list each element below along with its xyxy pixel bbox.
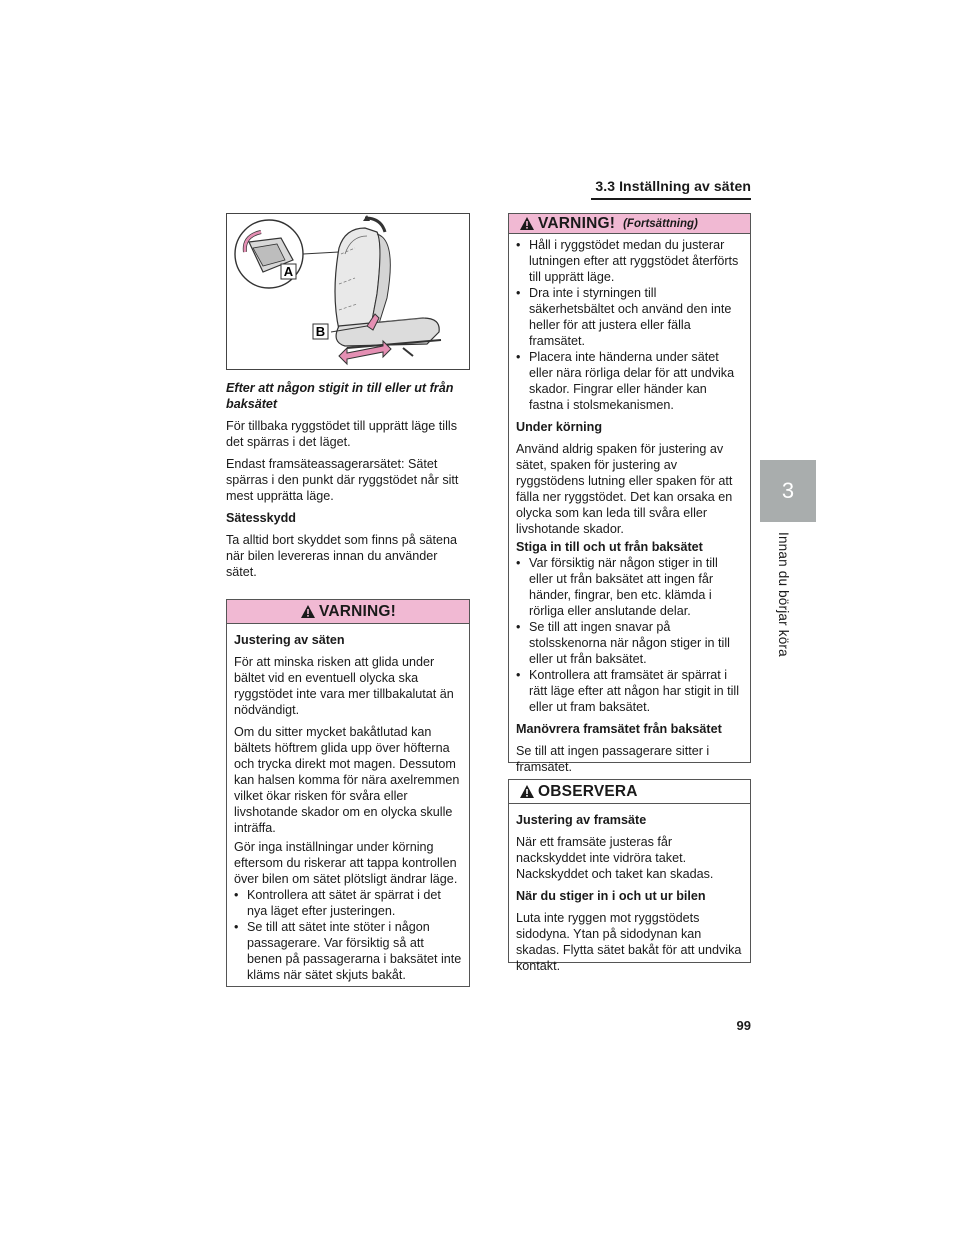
warning-icon <box>300 604 316 619</box>
continued-label: (Fortsättning) <box>623 217 698 230</box>
warning-header <box>509 214 750 234</box>
chapter-tab <box>760 460 816 522</box>
paragraph: För att minska risken att glida under bältet vid en eventuell olycka ska ryggstödet inte vara mer tillbakalutat än nödvändigt. <box>234 655 454 717</box>
header-rule <box>591 198 751 200</box>
subheading: När du stiger in i och ut ur bilen <box>516 889 706 903</box>
figure-label-a: A <box>283 264 294 279</box>
paragraph: Endast framsäteassagerarsätet: Sätet spärras i den punkt där ryggstödet når sitt mest upprätta läge. <box>226 457 459 503</box>
chapter-number: 3 <box>781 478 795 503</box>
chapter-title-vertical <box>776 532 800 672</box>
seat-drawing <box>227 214 469 369</box>
caution-icon <box>519 784 535 799</box>
figure-label-b: B <box>315 324 326 339</box>
bullet-list <box>516 237 743 413</box>
paragraph: När ett framsäte justeras får nackskyddet inte vidröra taket. Nackskyddet och taket kan skadas. <box>516 835 714 881</box>
subheading: Under körning <box>516 420 603 434</box>
list-item: • Dra inte i styrningen till säkerhetsbältet och använd den inte heller för att justera eller fälla framsätet. <box>516 285 743 349</box>
seat-illustration <box>226 213 470 370</box>
paragraph: Luta inte ryggen mot ryggstödets sidodyna. Ytan på sidodynan kan skadas. Flytta sätet bakåt för att undvika kontakt. <box>516 911 742 973</box>
list-item: • Placera inte händerna under sätet eller nära rörliga delar för att undvika skador. Fingrar eller händer kan fastna i stolsmekanismen. <box>516 349 743 413</box>
list-item: • Kontrollera att sätet är spärrat i det nya läget efter justeringen. <box>234 887 462 919</box>
list-item: • Se till att ingen snavar på stolsskenorna när någon stiger in till eller ut från baksätet. <box>516 619 743 667</box>
bullet-list <box>234 887 462 983</box>
list-item: • Var försiktig när någon stiger in till eller ut från baksätet att ingen får händer, fingrar, ben etc. klämda i rörliga eller anslutande delar. <box>516 555 743 619</box>
notice-header <box>509 780 750 804</box>
subheading: Manövrera framsätet från baksätet <box>516 722 722 736</box>
warning-title: VARNING! <box>318 602 397 620</box>
list-item: • Se till att sätet inte stöter i någon passagerare. Var försiktig så att benen på passagerarna i baksätet inte kläms när sätet skjuts bakåt. <box>234 919 462 983</box>
subheading: Justering av säten <box>234 633 345 647</box>
notice-body <box>509 804 750 986</box>
warning-body <box>509 234 750 787</box>
list-item: • Håll i ryggstödet medan du justerar lutningen efter att ryggstödet återförts till upprätt läge. <box>516 237 743 285</box>
subheading: Stiga in till och ut från baksätet <box>516 540 703 554</box>
notice-title: OBSERVERA <box>538 782 638 800</box>
section-header: 3.3 Inställning av säten <box>595 178 751 194</box>
paragraph: Om du sitter mycket bakåtlutad kan bältets höftrem glida upp över höfterna och trycka direkt mot magen. Dessutom kan halsen komma för nära axelremmen vilket ökar risken för svåra eller livshotande skador om en olycka skulle inträffa. <box>234 725 460 835</box>
warning-box <box>226 599 470 987</box>
subheading: Justering av framsäte <box>516 813 647 827</box>
paragraph: Se till att ingen passagerare sitter i framsätet. <box>516 744 710 774</box>
list-item: • Kontrollera att framsätet är spärrat i rätt läge efter att någon har stigit in till eller ut fram baksätet. <box>516 667 743 715</box>
paragraph: Använd aldrig spaken för justering av sätet, spaken för justering av ryggstödens lutning eller spaken för att fälla ner ryggstödet. Det kan orsaka en olycka som kan leda till svåra eller livshotande skador. <box>516 442 733 536</box>
warning-title: VARNING! <box>538 214 616 232</box>
warning-body <box>227 624 469 989</box>
paragraph: För tillbaka ryggstödet till upprätt läge tills det spärras i det läget. <box>226 419 457 449</box>
paragraph: Ta alltid bort skyddet som finns på sätena när bilen levereras innan du använder sätet. <box>226 533 458 579</box>
chapter-title: Innan du börjar köra <box>776 532 791 657</box>
section-title: Efter att någon stigit in till eller ut från baksätet <box>226 381 454 411</box>
left-column <box>226 380 470 586</box>
notice-box <box>508 779 751 973</box>
warning-header <box>227 600 469 624</box>
bullet-list <box>516 555 743 715</box>
paragraph: Gör inga inställningar under körning eftersom du riskerar att tappa kontrollen över bilen om sätet plötsligt ändrar läge. <box>234 840 458 886</box>
subheading: Sätesskydd <box>226 511 297 525</box>
page-number: 99 <box>736 1018 751 1033</box>
warning-icon <box>519 216 535 231</box>
warning-box-continued <box>508 213 751 774</box>
